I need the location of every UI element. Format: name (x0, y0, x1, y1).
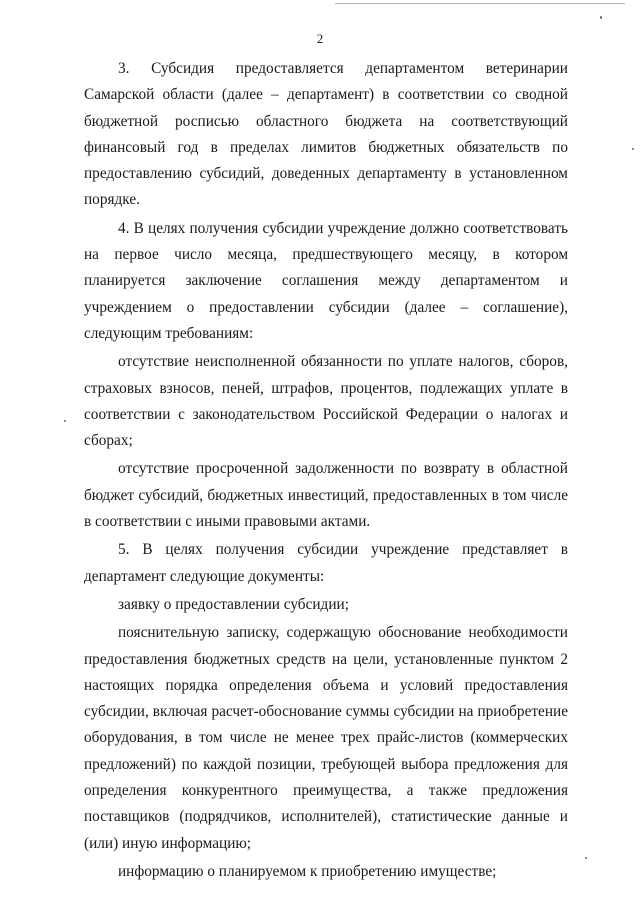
scan-speck (632, 148, 634, 150)
scan-speck (600, 16, 602, 19)
paragraph: 3. Субсидия предоставляется департаментом ветеринарии Самарской области (далее – департамент) в соответствии со сводной бюджетной росписью областного бюджета на соответствующий финансовый год в пределах лимитов бюджетных обязательств по предоставлению субсидий, доведенных департаменту в установленном порядке. (84, 60, 568, 209)
paragraph: 4. В целях получения субсидии учреждение должно соответствовать на первое число месяца, предшествующего месяцу, в котором планируется заключение соглашения между департаментом и учреждением о предоставлении субсидии (далее – соглашение), следующим требованиям: (84, 219, 568, 342)
paragraph: отсутствие просроченной задолженности по возврату в областной бюджет субсидий, бюджетных инвестиций, предоставленных в том числе в соответствии с иными правовыми актами. (84, 460, 568, 531)
scan-speck (64, 420, 66, 422)
paragraph: отсутствие неисполненной обязанности по уплате налогов, сборов, страховых взносов, пеней, штрафов, процентов, подлежащих уплате в соответствии с законодательством Российской Федерации о налогах и сборах; (84, 353, 568, 450)
paragraph: пояснительную записку, содержащую обоснование необходимости предоставления бюджетных средств на цели, установленные пунктом 2 настоящих порядка определения объема и условий предоставления субсидии, включая расчет-обоснование суммы субсидии на приобретение оборудования, в том числе не менее трех прайс-листов (коммерческих предложений) по каждой позиции, требующей выбора предложения для определения конкурентного преимущества, а также предложения поставщиков (подрядчиков, исполнителей), статистические данные и (или) иную информацию; (84, 624, 568, 852)
scan-speck (585, 857, 587, 859)
scan-edge-line (335, 3, 625, 4)
paragraph: информацию о планируемом к приобретению имуществе; (118, 862, 497, 880)
document-body (84, 56, 568, 885)
paragraph: заявку о предоставлении субсидии; (118, 595, 349, 613)
paragraph: 5. В целях получения субсидии учреждение представляет в департамент следующие документы: (84, 541, 568, 585)
page-number: 2 (316, 31, 324, 46)
